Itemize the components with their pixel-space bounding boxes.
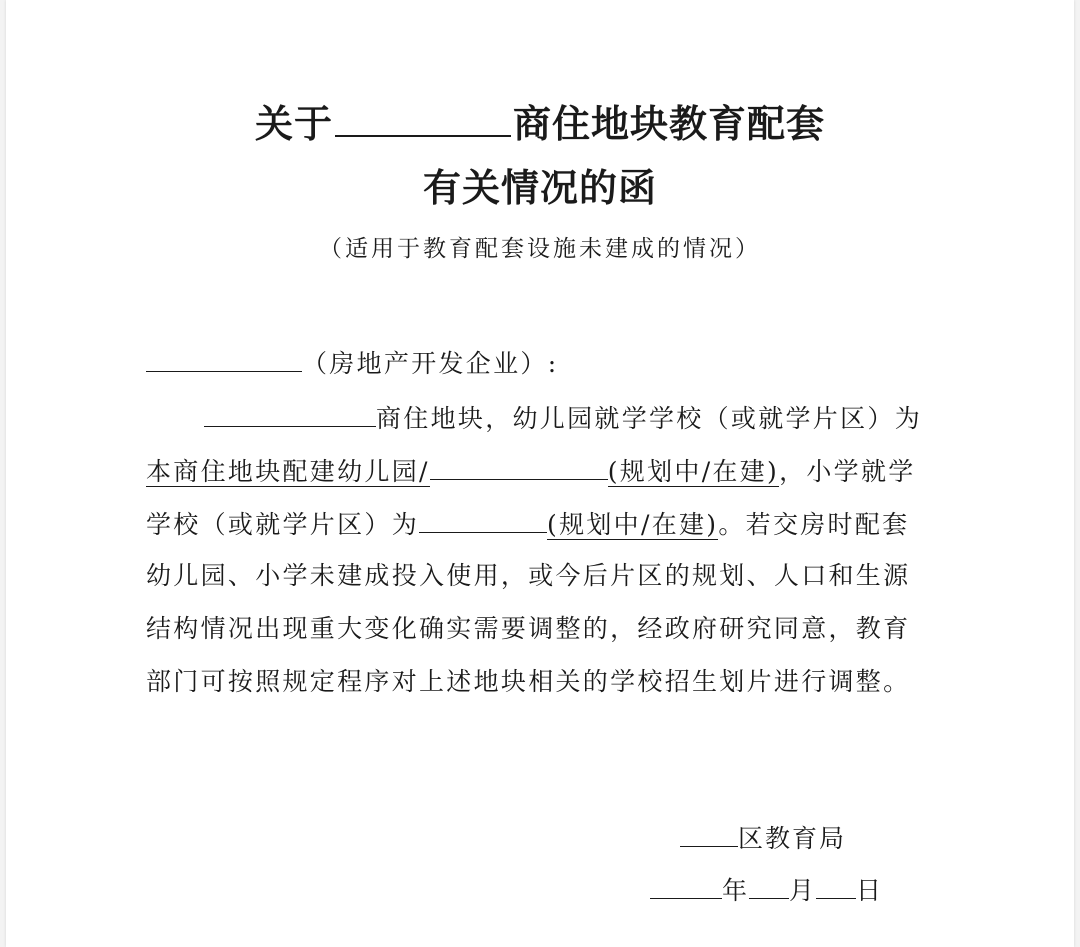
salutation-text: （房地产开发企业）: [302,349,559,378]
document-page [6,0,1074,947]
body-line-6: 部门可按照规定程序对上述地块相关的学校招生划片进行调整。 [146,667,911,696]
signature-org: 区教育局 [738,824,847,853]
signature-org-line [680,822,846,854]
body-line-3 [146,508,909,540]
district-blank-field[interactable] [680,822,738,847]
body-line-1 [204,402,922,434]
body-line-2-note: (规划中/在建) [607,457,780,486]
body-line-2-post: ，小学就学 [779,457,916,486]
body-line-3-post: 。若交房时配套 [718,510,910,539]
body-line-2-pre: 本商住地块配建幼儿园/ [146,457,430,486]
body-line-2 [146,455,916,487]
subtitle: （适用于教育配套设施未建成的情况） [319,236,761,262]
title-line-1 [6,93,1074,148]
school-blank-field[interactable] [419,508,547,533]
title-prefix: 关于 [254,101,333,146]
year-blank-field[interactable] [650,874,722,899]
date-month-label: 月 [789,876,817,905]
body-line-1-text: 商住地块，幼儿园就学学校（或就学片区）为 [376,404,923,433]
month-blank-field[interactable] [749,874,789,899]
developer-blank-field[interactable] [146,347,302,372]
body-line-5: 结构情况出现重大变化确实需要调整的，经政府研究同意，教育 [146,614,911,643]
salutation-line [146,347,558,379]
plot-blank-field[interactable] [204,402,376,427]
signature-date-line [650,874,883,906]
body-line-4: 幼儿园、小学未建成投入使用，或今后片区的规划、人口和生源 [146,561,911,590]
body-line-3-pre: 学校（或就学片区）为 [146,510,420,539]
date-day-label: 日 [856,876,884,905]
date-year-label: 年 [722,876,750,905]
kindergarten-blank-field[interactable] [430,455,608,480]
title-line-2: 有关情况的函 [422,165,657,210]
title-suffix: 商住地块教育配套 [513,101,826,146]
body-line-3-note: (规划中/在建) [547,510,719,539]
day-blank-field[interactable] [816,874,856,899]
title-blank-field[interactable] [335,101,511,137]
